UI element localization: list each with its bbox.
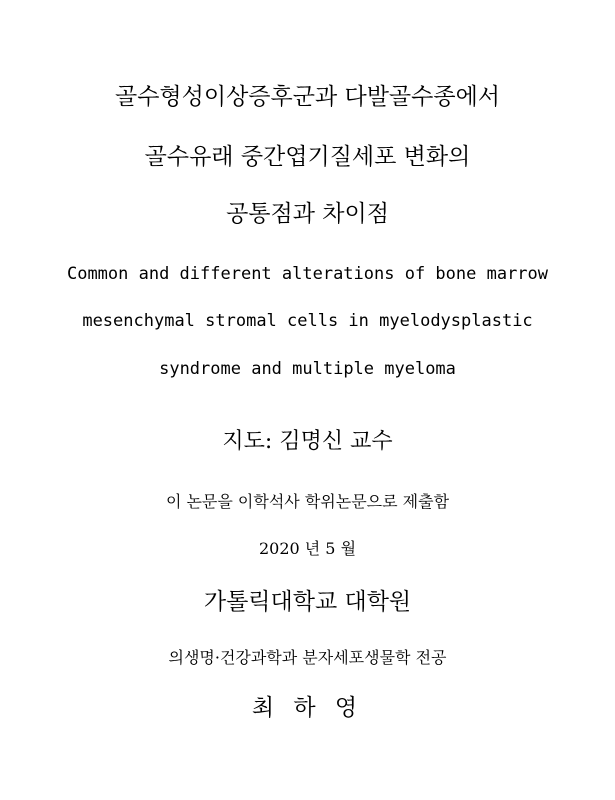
english-title-line-3: syndrome and multiple myeloma bbox=[159, 359, 456, 379]
korean-title-line-1: 골수형성이상증후군과 다발골수종에서 bbox=[114, 84, 501, 110]
submission-statement: 이 논문을 이학석사 학위논문으로 제출함 bbox=[165, 492, 450, 511]
university-name: 가톨릭대학교 대학원 bbox=[203, 589, 412, 615]
advisor: 지도: 김명신 교수 bbox=[222, 429, 393, 454]
korean-title-line-2: 골수유래 중간엽기질세포 변화의 bbox=[144, 144, 471, 170]
english-title-line-1: Common and different alterations of bone marrow bbox=[66, 264, 549, 284]
submission-date: 2020 년 5 월 bbox=[258, 539, 357, 558]
author-name: 최 하 영 bbox=[251, 695, 364, 721]
english-title-line-2: mesenchymal stromal cells in myelodysplastic bbox=[82, 311, 533, 331]
korean-title-line-3: 공통점과 차이점 bbox=[226, 201, 389, 227]
department: 의생명·건강과학과 분자세포생물학 전공 bbox=[168, 648, 447, 667]
